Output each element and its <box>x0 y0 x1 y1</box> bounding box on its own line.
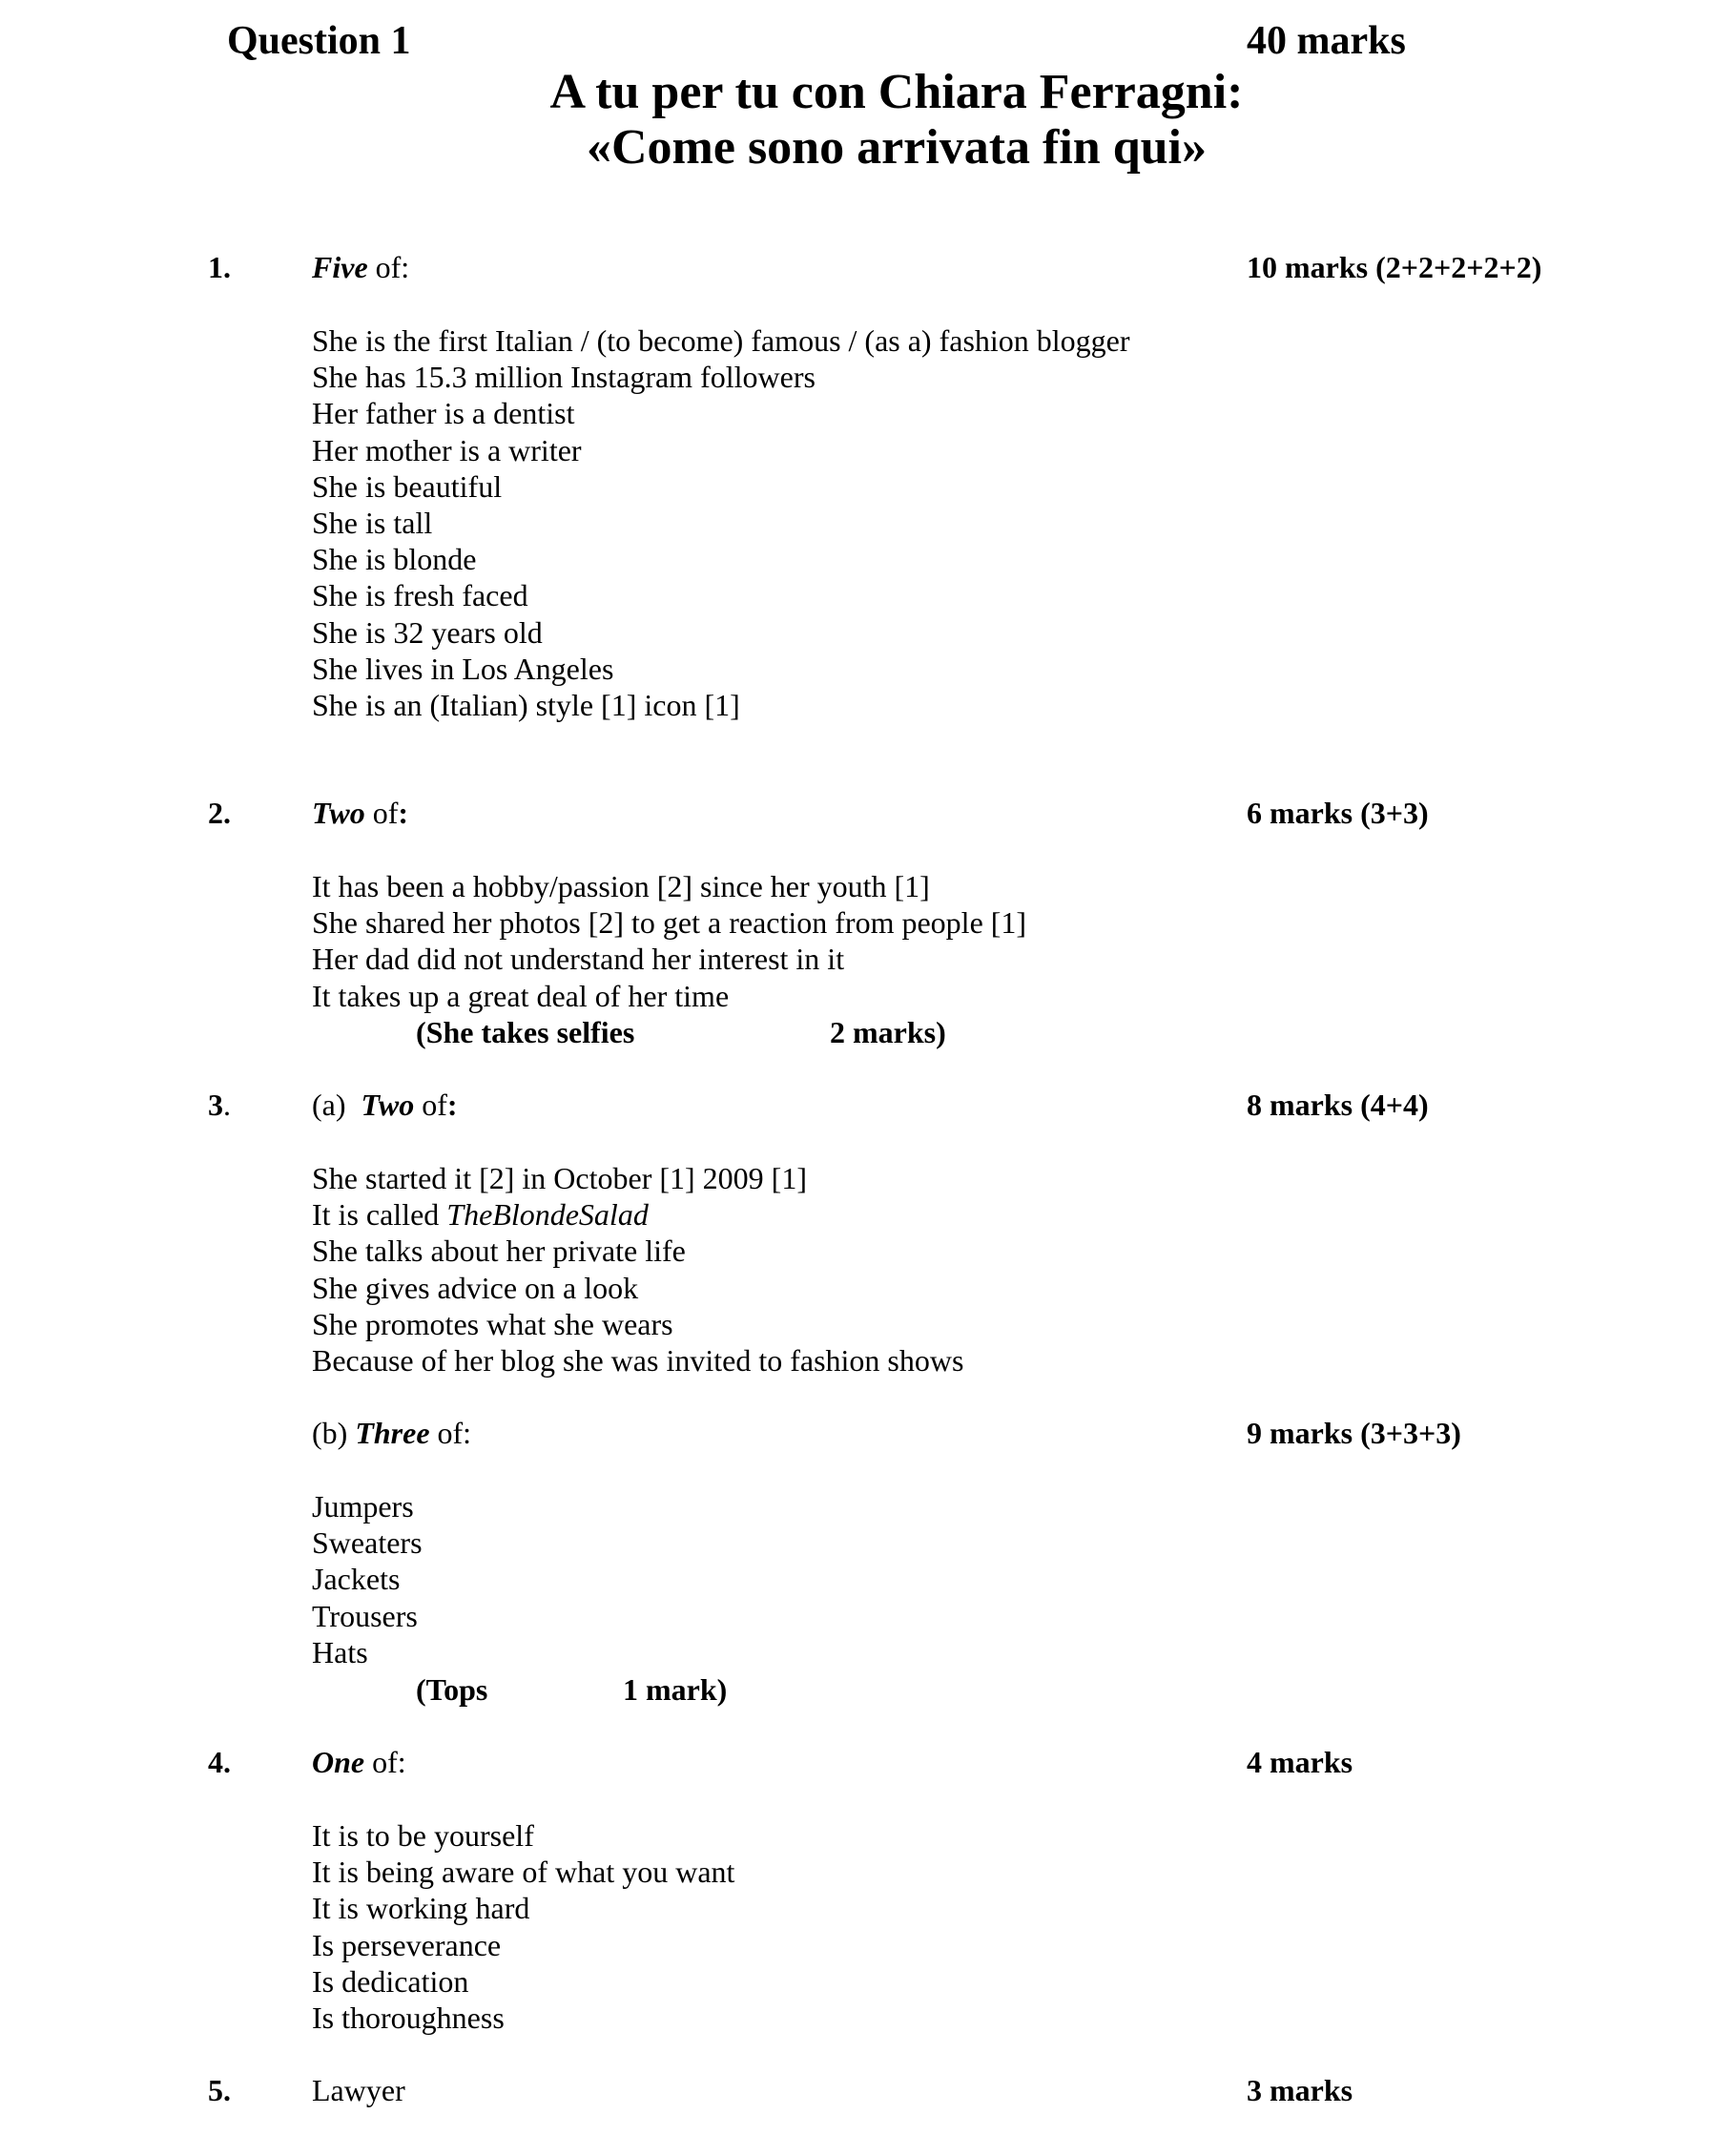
q2-of: of <box>364 796 399 830</box>
q1-marks: 10 marks (2+2+2+2+2) <box>1247 250 1542 284</box>
list-item: It is being aware of what you want <box>312 1855 735 1890</box>
page-title: A tu per tu con Chiara Ferragni: <box>549 65 1244 119</box>
q4-quantifier: One <box>312 1745 365 1779</box>
list-item: She is 32 years old <box>312 614 543 650</box>
q3b-of: of: <box>429 1416 472 1450</box>
list-item: Sweaters <box>312 1525 423 1561</box>
list-item: It takes up a great deal of her time <box>312 978 730 1013</box>
q2-quantifier: Two <box>312 796 365 830</box>
q3a-answer-list <box>312 1160 963 1379</box>
q3a-colon: : <box>446 1088 458 1122</box>
q5-answer: Lawyer <box>312 2073 405 2107</box>
list-item: She is an (Italian) style [1] icon [1] <box>312 688 740 723</box>
q1-of: of: <box>367 250 410 284</box>
list-item: Is perseverance <box>312 1927 502 1962</box>
q3b-prompt <box>312 1415 471 1451</box>
list-item: Her dad did not understand her interest in it <box>312 942 845 977</box>
list-item: She is blonde <box>312 542 477 577</box>
list-item <box>312 1196 963 1233</box>
q2-note-marks: 2 marks) <box>830 1015 946 1049</box>
q1-number: 1. <box>208 250 231 284</box>
list-item: Because of her blog she was invited to fashion shows <box>312 1343 964 1379</box>
q4-of: of: <box>364 1745 406 1779</box>
question-label: Question 1 <box>227 19 411 63</box>
q5-number: 5. <box>208 2073 231 2107</box>
q3a-prompt <box>312 1087 458 1123</box>
q3b-answer-list <box>312 1488 423 1670</box>
list-item: She started it [2] in October [1] 2009 [1] <box>312 1161 807 1195</box>
list-item: Trousers <box>312 1598 418 1633</box>
list-item: She is fresh faced <box>312 578 528 613</box>
list-item: Her mother is a writer <box>312 432 582 467</box>
list-item: She gives advice on a look <box>312 1270 639 1305</box>
list-item: She is tall <box>312 506 433 541</box>
list-item: It has been a hobby/passion [2] since her youth [1] <box>312 869 930 903</box>
q2-answer-list <box>312 868 1026 1014</box>
list-item: She lives in Los Angeles <box>312 651 614 686</box>
q3b-note-marks: 1 mark) <box>623 1672 728 1707</box>
list-item: She has 15.3 million Instagram followers <box>312 360 816 395</box>
q2-marks: 6 marks (3+3) <box>1247 796 1429 830</box>
list-item: Her father is a dentist <box>312 396 575 431</box>
page-subtitle: «Come sono arrivata fin qui» <box>587 120 1207 175</box>
list-item: It is to be yourself <box>312 1818 534 1853</box>
list-item: She shared her photos [2] to get a reaction from people [1] <box>312 905 1027 941</box>
list-item: Jackets <box>312 1562 401 1597</box>
list-item: She is beautiful <box>312 468 503 504</box>
list-item: She promotes what she wears <box>312 1306 673 1341</box>
q5-marks: 3 marks <box>1247 2073 1353 2107</box>
q2-colon: : <box>398 796 409 830</box>
q3-number-digit: 3 <box>208 1088 223 1122</box>
list-item: Jumpers <box>312 1489 414 1524</box>
q3b-note-text: (Tops <box>416 1672 488 1707</box>
list-item: Is thoroughness <box>312 2001 505 2036</box>
list-item: She is the first Italian / (to become) famous / (as a) fashion blogger <box>312 323 1130 358</box>
q3b-marks: 9 marks (3+3+3) <box>1247 1416 1461 1450</box>
list-item: She talks about her private life <box>312 1233 686 1269</box>
q3b-label: (b) <box>312 1416 348 1450</box>
list-item: It is working hard <box>312 1891 530 1926</box>
q3a-marks: 8 marks (4+4) <box>1247 1088 1429 1122</box>
q1-quantifier: Five <box>312 250 368 284</box>
q4-number: 4. <box>208 1745 231 1779</box>
q1-answer-list <box>312 322 1130 723</box>
q3a-quantifier: Two <box>361 1088 415 1122</box>
q4-prompt <box>312 1744 406 1780</box>
list-item: Hats <box>312 1634 368 1669</box>
q2-number: 2. <box>208 796 231 830</box>
blog-name: TheBlondeSalad <box>446 1197 649 1233</box>
q2-note-text: (She takes selfies <box>416 1015 635 1049</box>
q4-answer-list <box>312 1817 734 2036</box>
q3b-quantifier: Three <box>355 1416 430 1450</box>
total-marks: 40 marks <box>1247 19 1406 63</box>
q3a-of: of <box>414 1088 447 1122</box>
q2-prompt <box>312 795 408 831</box>
q1-prompt <box>312 249 409 285</box>
list-item: Is dedication <box>312 1963 469 1999</box>
q3-number-dot: . <box>223 1088 231 1122</box>
q4-marks: 4 marks <box>1247 1745 1353 1779</box>
q3a-label: (a) <box>312 1088 346 1122</box>
q3-number <box>208 1087 231 1123</box>
q3a-answer-prefix: It is called <box>312 1197 447 1233</box>
